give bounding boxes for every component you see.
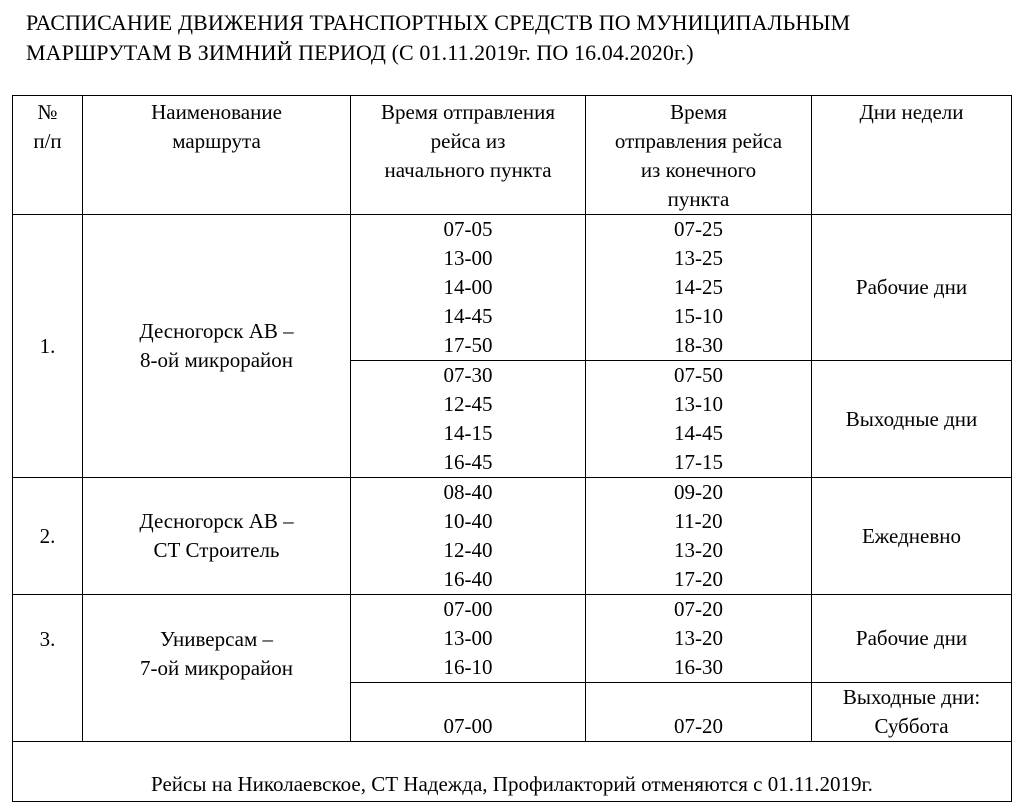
return-time: 13-20 [674, 538, 723, 562]
departure-time: 16-10 [443, 655, 493, 679]
return-time: 14-45 [674, 421, 723, 445]
return-time: 13-20 [674, 626, 723, 650]
start-times-cell [351, 478, 586, 595]
weekdays-cell [812, 595, 1012, 683]
route-number-cell: 1. [13, 215, 83, 478]
route-number-cell [13, 595, 83, 742]
weekdays-cell [812, 683, 1012, 742]
departure-time: 13-00 [443, 246, 493, 270]
return-time: 17-20 [674, 567, 723, 591]
table-row [13, 595, 1012, 683]
start-times-cell [351, 361, 586, 478]
departure-time: 07-30 [443, 363, 493, 387]
header-end-line: пункта [667, 187, 730, 211]
weekdays-text: Суббота [874, 714, 949, 738]
route-name-cell [83, 478, 351, 595]
return-time: 07-20 [674, 597, 723, 621]
return-time: 07-25 [674, 217, 723, 241]
start-times-cell [351, 683, 586, 742]
departure-time: 07-00 [443, 597, 493, 621]
return-time: 07-50 [674, 363, 723, 387]
end-times-cell [586, 215, 812, 361]
departure-time: 12-45 [443, 392, 493, 416]
weekdays-text: Выходные дни [845, 406, 978, 431]
route-name-line: 7-ой микрорайон [139, 656, 293, 680]
departure-time: 14-00 [443, 275, 493, 299]
return-time: 17-15 [674, 450, 723, 474]
route-name-line: Универсам – [159, 627, 274, 651]
end-times-cell [586, 478, 812, 595]
title-line-2: МАРШРУТАМ В ЗИМНИЙ ПЕРИОД (С 01.11.2019г. ПО 16.04.2020г.) [26, 40, 694, 65]
return-time: 18-30 [674, 333, 723, 357]
return-time: 11-20 [674, 509, 723, 533]
return-time: 07-20 [674, 714, 723, 738]
table-row [13, 478, 1012, 595]
header-start-time [351, 96, 586, 215]
weekdays-cell [812, 478, 1012, 595]
end-times-cell [586, 683, 812, 742]
weekdays-cell [812, 215, 1012, 361]
header-weekdays [812, 96, 1012, 215]
header-route-name [83, 96, 351, 215]
departure-time: 17-50 [443, 333, 493, 357]
header-number [13, 96, 83, 215]
weekdays-text: Выходные дни: [842, 685, 981, 709]
weekdays-text: Рабочие дни [855, 626, 968, 650]
start-times-cell [351, 595, 586, 683]
route-number-cell: 2. [13, 478, 83, 595]
return-time: 14-25 [674, 275, 723, 299]
route-name-line: 8-ой микрорайон [139, 348, 293, 372]
route-name-cell [83, 595, 351, 742]
return-time: 09-20 [674, 480, 723, 504]
end-times-cell [586, 595, 812, 683]
departure-time: 10-40 [443, 509, 493, 533]
end-times-cell [586, 361, 812, 478]
departure-time: 14-15 [443, 421, 493, 445]
route-name-line: Десногорск АВ – [139, 509, 294, 533]
weekdays-text: Рабочие дни [855, 275, 968, 299]
departure-time: 07-05 [443, 217, 493, 241]
title-line-1: РАСПИСАНИЕ ДВИЖЕНИЯ ТРАНСПОРТНЫХ СРЕДСТВ ПО МУНИЦИПАЛЬНЫМ [26, 10, 851, 35]
return-time: 16-30 [674, 655, 723, 679]
departure-time: 16-40 [443, 567, 493, 591]
weekdays-text: Ежедневно [861, 523, 961, 548]
departure-time: 12-40 [443, 538, 493, 562]
departure-time: 14-45 [443, 304, 493, 328]
header-number-line: п/п [33, 129, 62, 153]
return-time: 15-10 [674, 304, 723, 328]
schedule-table [12, 95, 1012, 802]
header-end-line: Время [670, 100, 727, 124]
header-number-line: № [37, 100, 58, 124]
weekdays-cell [812, 361, 1012, 478]
header-days-line: Дни недели [859, 100, 964, 124]
header-start-line: рейса из [430, 129, 506, 153]
route-name-cell [83, 215, 351, 478]
departure-time: 07-00 [443, 714, 493, 738]
header-route-line: маршрута [172, 129, 261, 153]
table-row [13, 215, 1012, 361]
return-time: 13-10 [674, 392, 723, 416]
route-number-text: 3. [39, 627, 56, 651]
departure-time: 13-00 [443, 626, 493, 650]
departure-time: 16-45 [443, 450, 493, 474]
route-name-line: Десногорск АВ – [139, 319, 294, 343]
document-title [26, 8, 1016, 68]
header-row [13, 96, 1012, 215]
start-times-cell [351, 215, 586, 361]
return-time: 13-25 [674, 246, 723, 270]
header-end-line: отправления рейса [614, 129, 783, 153]
header-route-line: Наименование [151, 100, 282, 124]
header-end-line: из конечного [640, 158, 757, 182]
header-start-line: Время отправления [380, 100, 556, 124]
departure-time: 08-40 [443, 480, 493, 504]
route-name-line: СТ Строитель [153, 538, 280, 562]
header-start-line: начального пункта [384, 158, 552, 182]
header-end-time [586, 96, 812, 215]
cancellation-note: Рейсы на Николаевское, СТ Надежда, Профилакторий отменяются с 01.11.2019г. [13, 742, 1012, 802]
note-row [13, 742, 1012, 802]
